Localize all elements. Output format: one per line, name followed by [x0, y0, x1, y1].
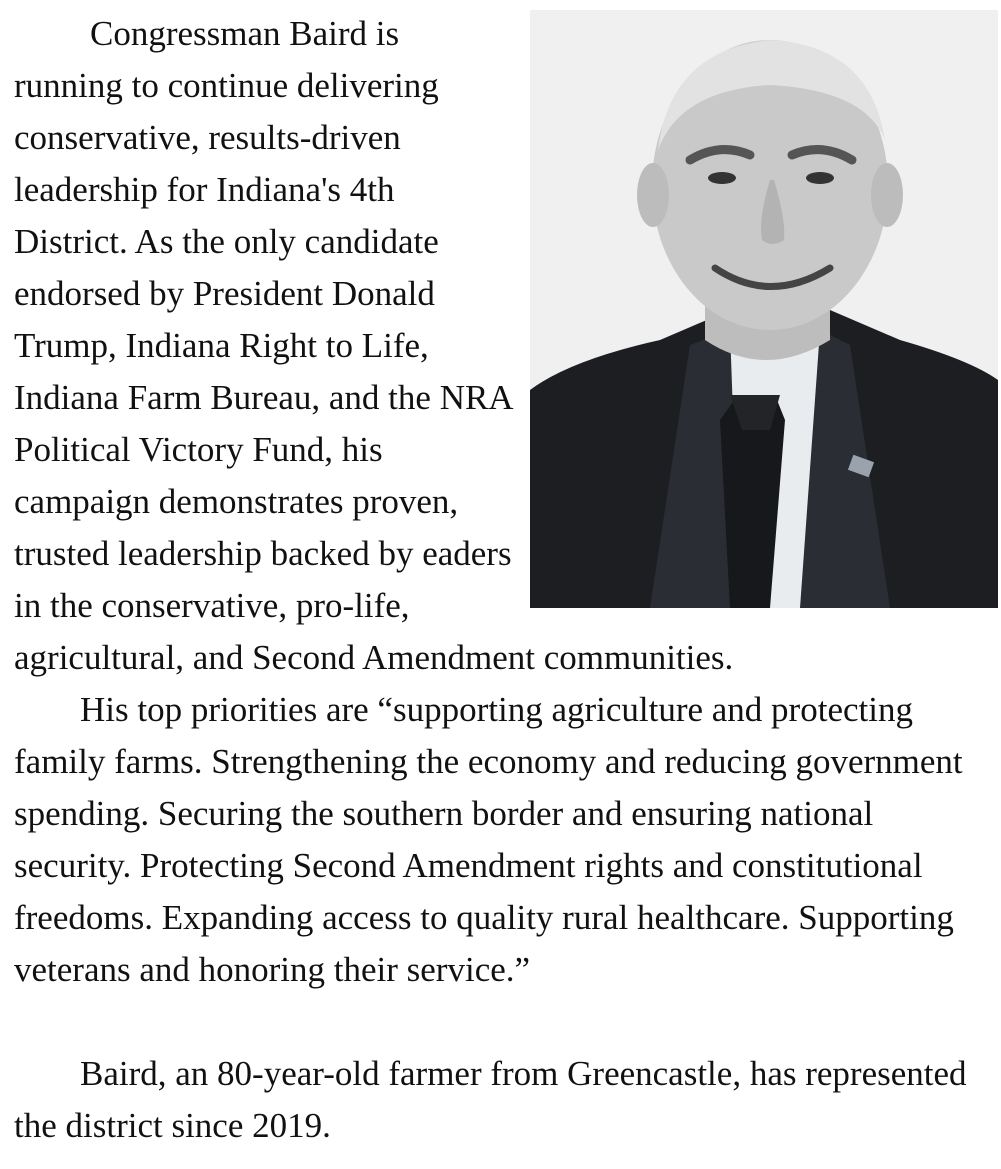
- portrait-illustration: [530, 10, 998, 608]
- candidate-portrait: [530, 10, 998, 608]
- article-paragraph-2: His top priorities are “supporting agriculture and protecting family farms. Strengthening the economy and reducing government spending. Securing the southern border and ensuring national security. Protecting Second Amendment rights and constitutional freedoms. Expanding access to quality rural healthcare. Supporting veterans and honoring their service.”: [14, 690, 963, 989]
- article: [14, 8, 998, 1152]
- article-paragraph-3: Baird, an 80-year-old farmer from Greencastle, has represented the district since 2019.: [14, 1054, 967, 1145]
- article-paragraph-1: Congressman Baird is running to continue delivering conservative, results-driven leadership for Indiana's 4th District. As the only candidate endorsed by President Donald Trump, Indiana Right to Life, Indiana Farm Bureau, and the NRA Political Victory Fund, his campaign demonstrates proven, trusted leadership backed by eaders in the conservative, pro-life, agricultural, and Second Amendment communities.: [14, 14, 734, 677]
